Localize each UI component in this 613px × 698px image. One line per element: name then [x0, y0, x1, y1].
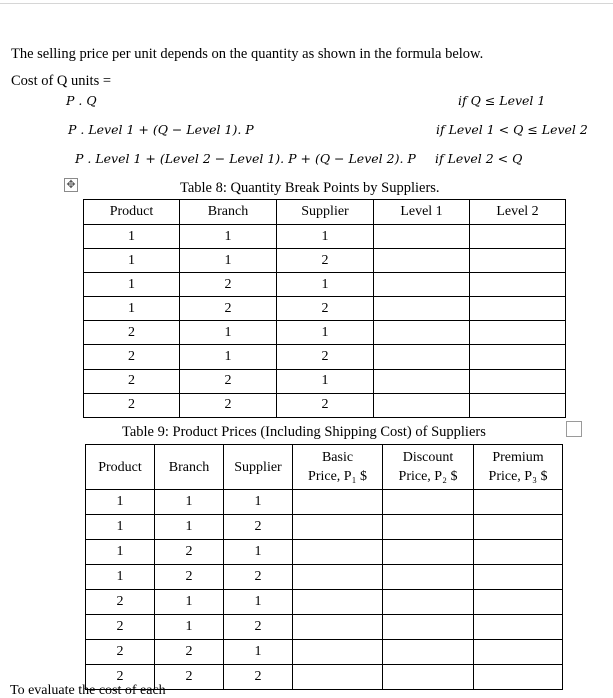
table-cell[interactable]: 1 [277, 321, 374, 345]
table-cell[interactable] [470, 369, 566, 393]
table-cell[interactable]: 1 [224, 590, 293, 615]
formula-1-expression: P . Q [66, 93, 97, 108]
table-cell[interactable]: 2 [84, 369, 180, 393]
table-cell[interactable] [374, 249, 470, 273]
table-cell[interactable]: 1 [86, 565, 155, 590]
table-cell[interactable]: 1 [155, 515, 224, 540]
table-row [86, 540, 563, 565]
table-cell[interactable] [383, 515, 474, 540]
table-cell[interactable] [470, 297, 566, 321]
table-cell[interactable] [383, 565, 474, 590]
table-row [84, 225, 566, 249]
table-cell[interactable]: 1 [86, 540, 155, 565]
formula-2-expression: P . Level 1 + (Q − Level 1). P [68, 122, 254, 137]
table-cell[interactable] [474, 540, 563, 565]
table-cell[interactable]: 2 [86, 640, 155, 665]
table-cell[interactable]: 1 [224, 540, 293, 565]
table-row [86, 615, 563, 640]
table9-header-cell[interactable] [224, 445, 293, 490]
table-cell[interactable]: 1 [277, 273, 374, 297]
table-cell[interactable] [470, 273, 566, 297]
table8-header-cell[interactable]: Product [84, 200, 180, 225]
table-cell[interactable] [474, 665, 563, 690]
table-cell[interactable] [374, 297, 470, 321]
header-line-1: Supplier [234, 459, 282, 475]
formula-3-condition: if Level 2 < Q [435, 151, 523, 166]
table8-header-cell[interactable]: Supplier [277, 200, 374, 225]
table-cell[interactable] [293, 640, 383, 665]
table-cell[interactable] [470, 321, 566, 345]
table-cell[interactable]: 1 [180, 225, 277, 249]
table-row [84, 393, 566, 417]
table8-header-cell[interactable]: Level 1 [374, 200, 470, 225]
table-cell[interactable]: 1 [155, 490, 224, 515]
header-line-1: Discount [402, 450, 454, 465]
table-row [84, 369, 566, 393]
formula-3-expression: P . Level 1 + (Level 2 − Level 1). P + (Q − Level 2). P [75, 151, 416, 166]
table-cell[interactable]: 2 [224, 565, 293, 590]
table-cell[interactable]: 2 [84, 393, 180, 417]
next-paragraph-cut-off: To evaluate the cost of each [10, 683, 166, 698]
table-cell[interactable]: 2 [277, 249, 374, 273]
table-cell[interactable] [474, 565, 563, 590]
table-cell[interactable] [470, 249, 566, 273]
header-line-1: Premium [492, 450, 544, 465]
table-cell[interactable] [293, 540, 383, 565]
table9-header-cell[interactable] [155, 445, 224, 490]
table-row [86, 590, 563, 615]
table-cell[interactable]: 1 [84, 273, 180, 297]
table-cell[interactable]: 1 [180, 321, 277, 345]
table-cell[interactable]: 2 [155, 665, 224, 690]
table-cell[interactable]: 1 [277, 369, 374, 393]
cost-of-label: Cost of Q units = [11, 73, 112, 89]
table9-caption: Table 9: Product Prices (Including Shipping Cost) of Suppliers [122, 424, 486, 440]
table-cell[interactable]: 1 [224, 640, 293, 665]
quantity-break-points-table [83, 199, 566, 418]
table-row [84, 321, 566, 345]
intro-sentence: The selling price per unit depends on the quantity as shown in the formula below. [11, 46, 484, 62]
table-cell[interactable]: 2 [224, 665, 293, 690]
table-cell[interactable] [474, 490, 563, 515]
table-cell[interactable]: 1 [180, 345, 277, 369]
table-cell[interactable] [470, 393, 566, 417]
page-top-border [0, 3, 613, 4]
table-cell[interactable] [470, 225, 566, 249]
table-cell[interactable] [474, 640, 563, 665]
table9-header-row [86, 445, 563, 490]
table9-header-cell[interactable] [383, 445, 474, 490]
table-cell[interactable]: 2 [84, 321, 180, 345]
table-cell[interactable] [374, 345, 470, 369]
table-cell[interactable] [383, 490, 474, 515]
table-cell[interactable]: 1 [224, 490, 293, 515]
table-row [86, 490, 563, 515]
table-row [84, 273, 566, 297]
table8-caption: Table 8: Quantity Break Points by Suppliers. [180, 180, 440, 196]
header-line-1: Basic [321, 450, 354, 465]
formula-1-condition: if Q ≤ Level 1 [458, 93, 546, 108]
table-cell[interactable] [293, 615, 383, 640]
table-cell[interactable]: 2 [224, 515, 293, 540]
table8-header-row [84, 200, 566, 225]
table-cell[interactable] [293, 665, 383, 690]
table8-header-cell[interactable]: Branch [180, 200, 277, 225]
table-cell[interactable]: 2 [180, 297, 277, 321]
table-cell[interactable]: 2 [86, 615, 155, 640]
table-cell[interactable]: 1 [84, 249, 180, 273]
table-cell[interactable]: 2 [277, 297, 374, 321]
table-cell[interactable] [474, 590, 563, 615]
table-cell[interactable] [474, 515, 563, 540]
table-row [84, 297, 566, 321]
table9-header-cell[interactable] [474, 445, 563, 490]
table-cell[interactable] [293, 490, 383, 515]
header-line-1: Product [98, 459, 142, 475]
table-cell[interactable]: 1 [155, 590, 224, 615]
table-row [84, 249, 566, 273]
table-cell[interactable]: 1 [155, 615, 224, 640]
table-cell[interactable] [383, 590, 474, 615]
table-cell[interactable] [470, 345, 566, 369]
table-cell[interactable] [383, 640, 474, 665]
table-cell[interactable]: 2 [84, 345, 180, 369]
table-cell[interactable]: 2 [180, 393, 277, 417]
table9-header-cell[interactable] [293, 445, 383, 490]
table-row [84, 345, 566, 369]
product-prices-table [85, 444, 563, 690]
table-cell[interactable]: 1 [84, 225, 180, 249]
table-cell[interactable]: 2 [277, 393, 374, 417]
header-line-1: Branch [168, 459, 210, 475]
table-cell[interactable]: 2 [86, 590, 155, 615]
table-cell[interactable]: 1 [86, 515, 155, 540]
table-cell[interactable] [383, 615, 474, 640]
table-cell[interactable] [374, 393, 470, 417]
table-cell[interactable]: 2 [155, 640, 224, 665]
table-cell[interactable] [383, 540, 474, 565]
table-cell[interactable]: 1 [86, 490, 155, 515]
table-cell[interactable] [383, 665, 474, 690]
table-cell[interactable]: 2 [277, 345, 374, 369]
table8-header-cell[interactable]: Level 2 [470, 200, 566, 225]
table-row [86, 515, 563, 540]
table-cell[interactable]: 2 [224, 615, 293, 640]
table-cell[interactable]: 2 [180, 369, 277, 393]
table-cell[interactable] [293, 590, 383, 615]
table-cell[interactable] [374, 225, 470, 249]
table-cell[interactable]: 1 [277, 225, 374, 249]
table-cell[interactable]: 1 [180, 249, 277, 273]
table-cell[interactable]: 2 [180, 273, 277, 297]
table-row [86, 640, 563, 665]
formula-2-condition: if Level 1 < Q ≤ Level 2 [436, 122, 588, 137]
table-selection-box[interactable] [566, 421, 582, 437]
table-move-handle-icon[interactable]: ✥ [64, 178, 78, 192]
header-line-2: Price, P₃ $ [488, 469, 548, 484]
table-row [86, 565, 563, 590]
table-cell[interactable] [374, 369, 470, 393]
table-cell[interactable]: 2 [155, 565, 224, 590]
table-cell[interactable]: 2 [155, 540, 224, 565]
table-cell[interactable] [374, 273, 470, 297]
header-line-2: Price, P₁ $ [308, 469, 367, 484]
table-cell[interactable]: 2 [86, 665, 155, 690]
table-cell[interactable] [293, 565, 383, 590]
table9-header-cell[interactable] [86, 445, 155, 490]
table-cell[interactable] [374, 321, 470, 345]
header-line-2: Price, P₂ $ [398, 469, 458, 484]
table-cell[interactable] [474, 615, 563, 640]
table-cell[interactable]: 1 [84, 297, 180, 321]
table-cell[interactable] [293, 515, 383, 540]
